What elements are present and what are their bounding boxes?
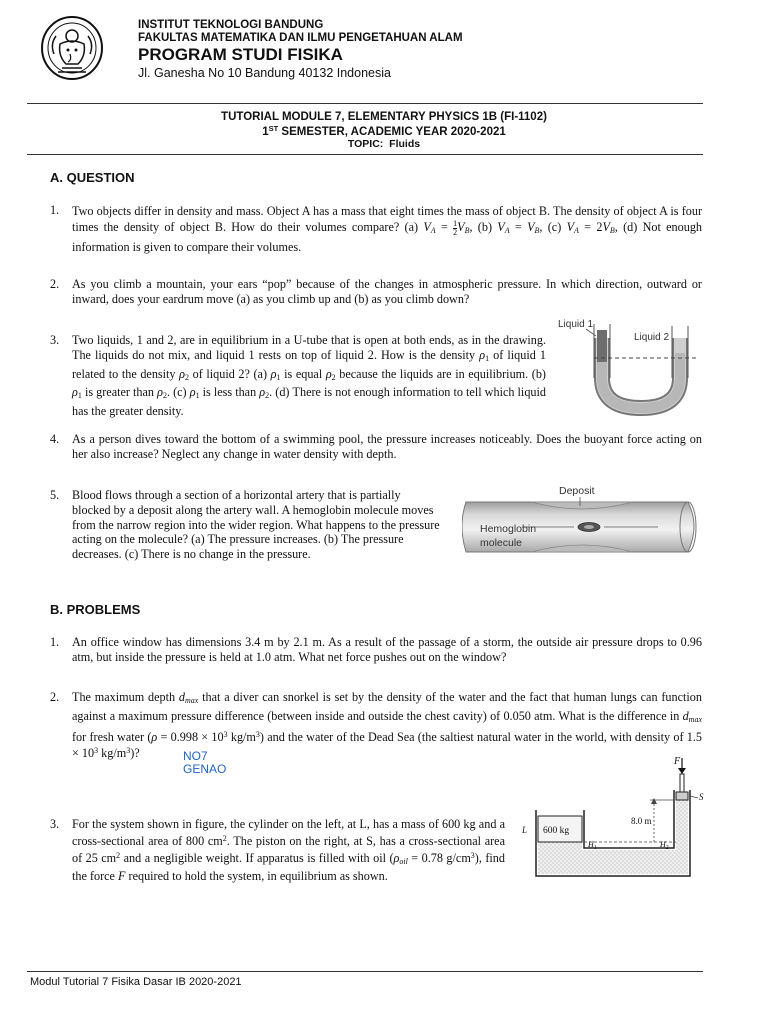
- topic-value: Fluids: [389, 138, 421, 150]
- force-label: F: [674, 756, 681, 767]
- question-2-text: As you climb a mountain, your ears “pop” because of the changes in atmospheric pressure. In which direction, outward or inward, does your eardrum move (a) as you climb up and (b) as you climb down?: [72, 277, 702, 306]
- l-label: L: [522, 825, 528, 835]
- deposit-label: Deposit: [559, 485, 595, 497]
- section-b-heading: B. PROBLEMS: [50, 602, 141, 617]
- section-a-heading: A. QUESTION: [50, 170, 135, 185]
- handwritten-note-line-1: NO7: [183, 749, 208, 763]
- program-name: PROGRAM STUDI FISIKA: [138, 45, 343, 64]
- question-5-number: 5.: [50, 488, 60, 502]
- question-3-number: 3.: [50, 333, 60, 347]
- institute-name: INSTITUT TEKNOLOGI BANDUNG: [138, 19, 324, 31]
- question-3-text: Two liquids, 1 and 2, are in equilibrium in a U-tube that is open at both ends, as in the drawing. The liquids do not mix, and liquid 1 rests on top of liquid 2. How is the density $\rho_1$ of liquid 1 related to the density $\rho_2$ of liquid 2? (a) $\rho_1$ is equal $\rho_2$ because the liquids are in equilibrium. (b) $\rho_1$ is greater than $\rho_2$. (c) $\rho_1$ is less than $\rho_2$. (d) There is not enough information to tell which liquid has the greater density.: [72, 333, 546, 419]
- ganesha-logo-icon: [38, 14, 106, 82]
- handwritten-note-line-2: GENAO: [183, 762, 227, 776]
- institute-address: Jl. Ganesha No 10 Bandung 40132 Indonesia: [138, 66, 391, 80]
- problem-2-number: 2.: [50, 690, 60, 704]
- hydraulic-system-figure: [514, 752, 710, 884]
- semester-number: 1: [262, 126, 269, 138]
- s-label: S: [699, 792, 704, 802]
- u-tube-figure: [556, 316, 702, 418]
- itb-logo: [38, 14, 106, 82]
- semester-line: [0, 124, 768, 138]
- problem-3-text: For the system shown in figure, the cylinder on the left, at L, has a mass of 600 kg and a cross-sectional area of 800 $cm^2$. The piston on the right, at S, has a cross-sectional area of 25 $cm^2$ and a negligible weight. If apparatus is filled with oil ($\rho_{oil} = 0.78$ $g/cm^3$), find the force F required to hold the system, in equilibrium as shown.: [72, 817, 506, 884]
- footer-rule: [27, 971, 703, 972]
- header-rule-top: [27, 103, 703, 104]
- problem-3-number: 3.: [50, 817, 60, 831]
- liquid-2-label: Liquid 2: [634, 332, 670, 343]
- problem-1-number: 1.: [50, 635, 60, 649]
- question-2-number: 2.: [50, 277, 60, 291]
- problem-1-text: An office window has dimensions 3.4 m by 2.1 m. As a result of the passage of a storm, the outside air pressure drops to 0.96 atm, but inside the pressure is held at 1.0 atm. What net force pushes out on the window?: [72, 635, 702, 664]
- height-label: 8.0 m: [631, 816, 652, 826]
- question-5-text: Blood flows through a section of a horizontal artery that is partially blocked by a deposit along the artery wall. A hemoglobin molecule moves from the narrow region into the wider region. What happens to the pressure acting on the molecule? (a) The pressure increases. (b) The pressure decreases. (c) There is no change in the pressure.: [72, 488, 440, 562]
- topic-line: [0, 138, 768, 150]
- h1-label: $H_1$: [588, 840, 597, 851]
- semester-text: SEMESTER, ACADEMIC YEAR 2020-2021: [278, 126, 506, 138]
- question-4-text: As a person dives toward the bottom of a swimming pool, the pressure increases noticeably. Does the buoyant force acting on her also increase? Neglect any change in water density with depth.: [72, 432, 702, 461]
- question-1-text: Two objects differ in density and mass. Object A has a mass that eight times the mass of object B. The density of object A is four times the density of object B. How do their volumes compare? (a) $V_A$ = $\frac{1}{2}$ $V_B$, (b) $V_A = V_B$, (c) $V_A = 2V_B$, (d) Not enough information is given to compare their volumes.: [72, 204, 703, 254]
- liquid-1-label: Liquid 1: [558, 319, 594, 330]
- h2-label: $H_2$: [660, 840, 669, 851]
- question-1-number: 1.: [50, 203, 60, 217]
- molecule-label: molecule: [480, 537, 523, 549]
- artery-figure: [462, 484, 702, 558]
- faculty-name: FAKULTAS MATEMATIKA DAN ILMU PENGETAHUAN ALAM: [138, 32, 463, 44]
- question-4-number: 4.: [50, 432, 60, 446]
- module-title: TUTORIAL MODULE 7, ELEMENTARY PHYSICS 1B (FI-1102): [221, 111, 547, 123]
- semester-ordinal: ST: [268, 124, 279, 133]
- topic-label: TOPIC:: [347, 138, 384, 150]
- footer-text: Modul Tutorial 7 Fisika Dasar IB 2020-2021: [30, 976, 242, 988]
- header-rule-bottom: [27, 154, 703, 155]
- hemoglobin-label: Hemoglobin: [480, 523, 537, 535]
- problem-2-text: The maximum depth $d_{max}$ that a diver can snorkel is set by the density of the water and the fact that human lungs can function against a maximum pressure difference (between inside and outside the chest cavity) of 0.050 atm. What is the difference in $d_{max}$ for fresh water ($\rho = 0.998 \times 10^3$ $kg/m^3$) and the water of the Dead Sea (the saltiest natural water in the world, with density of $1.5 \times 10^3$ $kg/m^3$)?: [72, 690, 702, 761]
- mass-label: 600 kg: [543, 826, 570, 836]
